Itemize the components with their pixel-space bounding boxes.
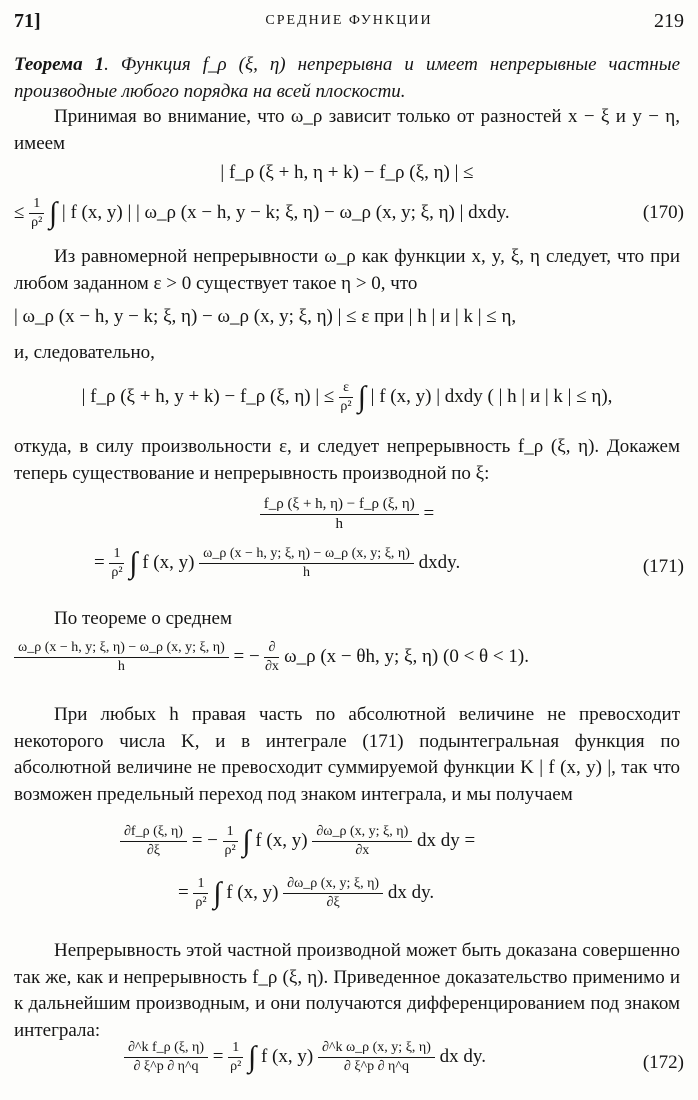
leq-sign: ≤ (14, 201, 25, 223)
fp-inequality: | f_ρ (ξ + h, y + k) − f_ρ (ξ, η) | ≤ $\frac{\varepsilon}{\text{ρ²}}$ ∫ | f (x, y) | dxdy ( | h | и | k | ≤ η), (81, 380, 613, 414)
paragraph-2: Из равномерной непрерывности ω_ρ как функции x, y, ξ, η следует, что при любом заданном ε > 0 существует такое η > 0, что (14, 246, 680, 294)
page-number: 219 (654, 10, 684, 32)
higher-partial-omega: $\frac{\text{∂\textasciicircum{}k ω\_ρ (x, y; ξ, η)}}{\partial \xi\^{}p \partial \eta\^{}q}$ (318, 1040, 435, 1075)
derivative-equation-line-2: = $\frac{1}{\text{ρ²}}$ ∫ f (x, y) $\frac{\partial\omega\_\rho (x, y; \xi, \eta)}{\partial\xi}$ dx dy. (178, 876, 435, 910)
integral-sign: ∫ (248, 1040, 257, 1074)
paragraph-5: По теореме о среднем (54, 608, 233, 629)
fraction-one-over-rho-squared: $\frac{1}{\text{ρ²}}$ (195, 876, 207, 910)
equation-170-line-1: | f_ρ (ξ + h, η + k) − f_ρ (ξ, η) | ≤ (220, 162, 474, 183)
theorem-statement: . Функция f_ρ (ξ, η) непрерывна и имеет непрерывные частные производные любого порядка на всей плоскости. (14, 54, 680, 102)
fraction-one-over-rho-squared: $\frac{1}{\text{ρ²}}$ (230, 1040, 242, 1074)
theorem-label: Теорема 1 (14, 54, 105, 75)
paragraph-6: При любых h правая часть по абсолютной величине не превосходит некоторого числа K, и в интеграле (171) подынтегральная функция по абсолютной величине не превосходит суммируемой функции K | f (x, y) |, так что возможен предельный переход под знаком интеграла, и мы получаем (14, 704, 680, 805)
partial-fp-over-partial-xi: $\frac{\partial f\_\rho (\xi, \eta)}{\partial\xi}$ (120, 824, 187, 859)
paragraph-7: Непрерывность этой частной производной может быть доказана совершенно так же, как и непрерывность f_ρ (ξ, η). Приведенное доказательство применимо и к дальнейшим производным, и они получаются дифференцированием под знаком интеграла: (14, 940, 680, 1041)
integral-sign: ∫ (48, 196, 58, 230)
fraction-one-over-rho-squared: $\frac{1}{\text{ρ²}}$ (31, 196, 43, 230)
theorem-1 (14, 52, 680, 105)
equation-number-171: (171) (642, 556, 684, 577)
fraction-one-over-rho-squared: $\frac{1}{\text{ρ²}}$ (111, 546, 123, 580)
integrand: | f (x, y) | | ω_ρ (x − h, y − k; ξ, η) − ω_ρ (x, y; ξ, η) | dxdy. (61, 201, 510, 223)
running-title: СРЕДНИЕ ФУНКЦИИ (265, 13, 433, 28)
integral-sign: ∫ (129, 546, 138, 580)
equation-number-172: (172) (642, 1052, 684, 1073)
partial-omega-over-partial-x: $\frac{\partial\omega\_\rho (x, y; \xi, \eta)}{\partial x}$ (312, 824, 412, 859)
fraction-one-over-rho-squared: $\frac{1}{\text{ρ²}}$ (224, 824, 236, 858)
omega-inequality: | ω_ρ (x − h, y − k; ξ, η) − ω_ρ (x, y; ξ, η) | ≤ ε при | h | и | k | ≤ η, (14, 306, 517, 327)
integral-sign: ∫ (357, 380, 366, 414)
equation-171-line-2: = $\frac{1}{\text{ρ²}}$ ∫ f (x, y) $\frac{\omega\_\rho (x - h, y; \xi, \eta) - \omega\_\rho (x, y; \xi, \eta)}{h}$ dxdy. (94, 546, 461, 580)
paragraph-1: Принимая во внимание, что ω_ρ зависит только от разностей x − ξ и y − η, имеем (14, 106, 680, 154)
higher-partial-fp: $\frac{\text{∂\textasciicircum{}k f\_ρ (ξ, η)}}{\partial \xi\^{}p \partial \eta\^{}q}$ (124, 1040, 208, 1075)
equation-172: $\frac{\text{∂\textasciicircum{}k f\_ρ (ξ, η)}}{\partial \xi\^{}p \partial \eta\^{}q}$ = $\frac{1}{\text{ρ²}}$ ∫ f (x, y) $\frac{\text{∂\textasciicircum{}k ω\_ρ (x, y; ξ, η)}}{\partial \xi\^{}p \partial \eta\^{}q}$ dx dy. (124, 1040, 644, 1075)
equation-170-line-2 (14, 196, 680, 231)
mean-value-equation: $\frac{\omega\_\rho (x - h, y; \xi, \eta) - \omega\_\rho (x, y; \xi, \eta)}{h}$ = − $\frac{\partial}{\partial x}$ ω_ρ (x − θh, y; ξ, η) (0 < θ < 1). (14, 640, 680, 675)
partial-omega-over-partial-xi: $\frac{\partial\omega\_\rho (x, y; \xi, \eta)}{\partial\xi}$ (283, 876, 383, 911)
equation-number-170: (170) (642, 202, 684, 223)
section-number: 71] (14, 10, 41, 32)
integral-sign: ∫ (213, 876, 222, 910)
omega-difference-quotient: $\frac{\omega\_\rho (x - h, y; \xi, \eta) - \omega\_\rho (x, y; \xi, \eta)}{h}$ (14, 640, 229, 675)
equation-171-line-1: $\frac{f\_\rho (\xi + h, \eta) - f\_\rho (\xi, \eta)}{h}$ = (14, 496, 680, 533)
difference-quotient: $\frac{f\_\rho (\xi + h, \eta) - f\_\rho (\xi, \eta)}{h}$ (260, 496, 419, 533)
paragraph-4: откуда, в силу произвольности ε, и следует непрерывность f_ρ (ξ, η). Докажем теперь существование и непрерывность производной по ξ: (14, 436, 680, 484)
partial-x-operator: $\frac{\partial}{\partial x}$ (264, 640, 279, 674)
page-header (14, 10, 684, 38)
paragraph-3: и, следовательно, (14, 342, 155, 363)
integral-sign: ∫ (242, 824, 251, 858)
fraction-eps-over-rho-squared: $\frac{\varepsilon}{\text{ρ²}}$ (340, 380, 352, 414)
derivative-equation-line-1: $\frac{\partial f\_\rho (\xi, \eta)}{\partial\xi}$ = − $\frac{1}{\text{ρ²}}$ ∫ f (x, y) $\frac{\partial\omega\_\rho (x, y; \xi, \eta)}{\partial x}$ dx dy = (120, 824, 660, 859)
omega-difference-quotient: $\frac{\omega\_\rho (x - h, y; \xi, \eta) - \omega\_\rho (x, y; \xi, \eta)}{h}$ (199, 546, 414, 581)
